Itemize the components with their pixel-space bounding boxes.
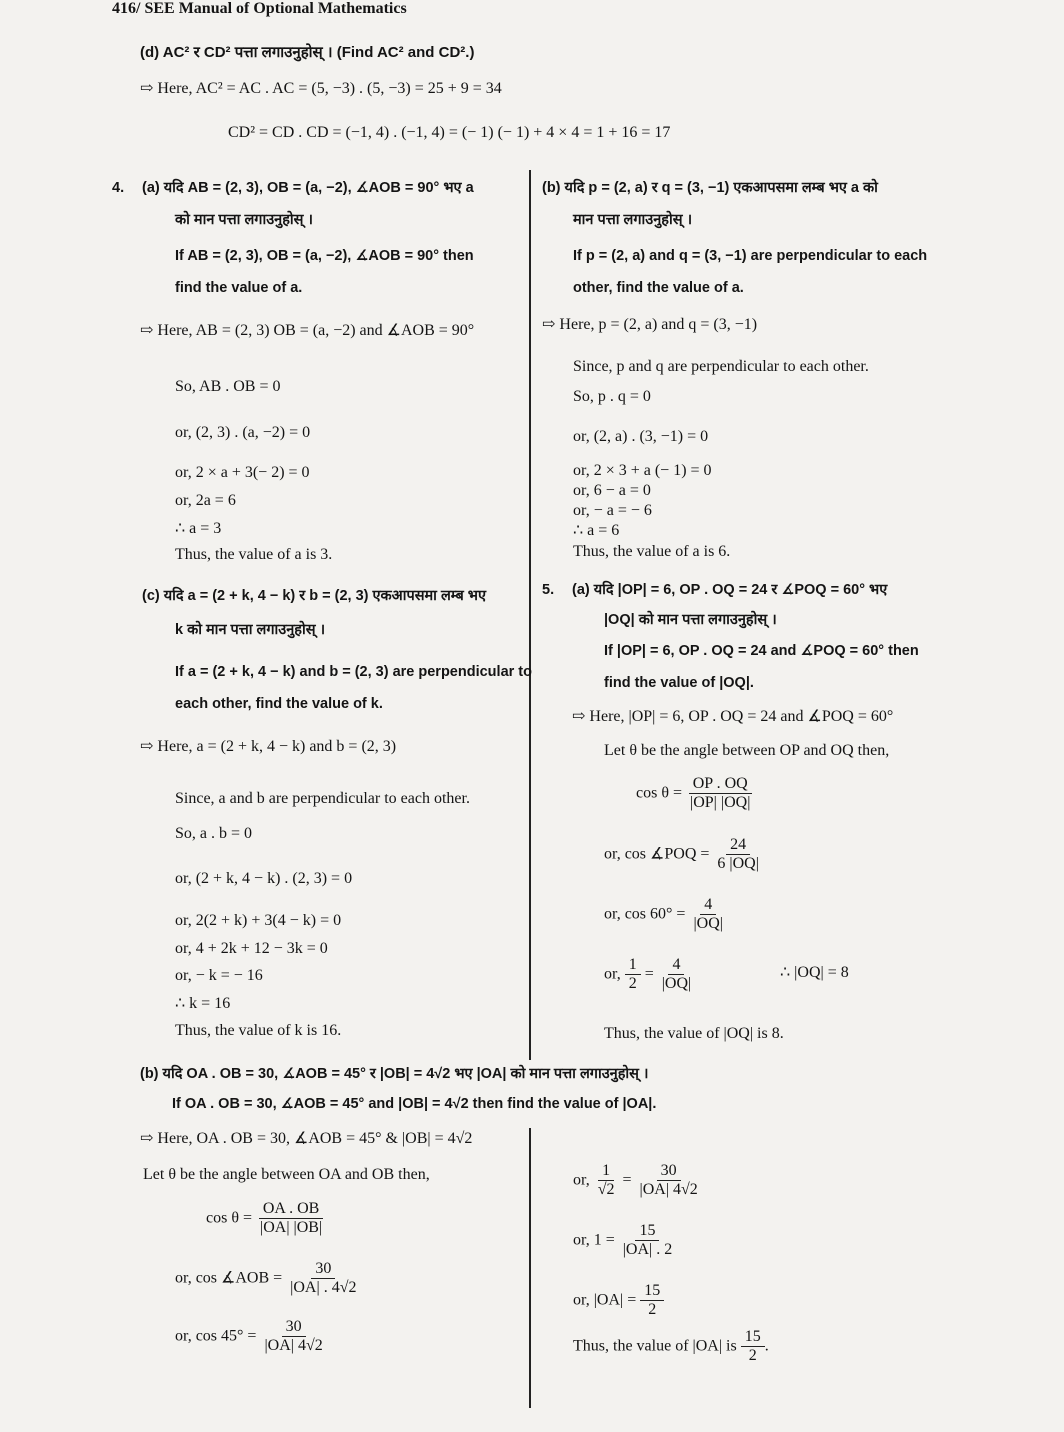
q4a-question-np-1: (a) यदि AB = (2, 3), OB = (a, −2), ∡AOB = 90° भए a	[142, 180, 474, 196]
q4b-step-1: ⇨ Here, p = (2, a) and q = (3, −1)	[542, 316, 758, 333]
q4b-step-6: or, 6 − a = 0	[573, 482, 651, 499]
q4c-question-np-1: (c) यदि a = (2 + k, 4 − k) र b = (2, 3) एकआपसमा लम्ब भए	[142, 588, 487, 604]
q4b-step-5: or, 2 × 3 + a (− 1) = 0	[573, 462, 712, 479]
q4c-step-7: or, − k = − 16	[175, 967, 263, 984]
q4a-step-6: ∴ a = 3	[175, 520, 222, 537]
q5b-right-step-1: or, $\frac{1}{√2}$ = $\frac{30}{|OA| 4√2}$	[573, 1162, 698, 1199]
q4a-question-en-1: If AB = (2, 3), OB = (a, −2), ∡AOB = 90° then	[175, 248, 474, 264]
q5b-step-2: Let θ be the angle between OA and OB then,	[143, 1166, 430, 1183]
q4c-step-2: Since, a and b are perpendicular to each other.	[175, 790, 470, 807]
q4b-step-2: Since, p and q are perpendicular to each other.	[573, 358, 869, 375]
q4c-step-8: ∴ k = 16	[175, 995, 231, 1012]
q4c-step-3: So, a . b = 0	[175, 825, 253, 842]
q4c-question-en-2: each other, find the value of k.	[175, 696, 383, 712]
q4c-step-5: or, 2(2 + k) + 3(4 − k) = 0	[175, 912, 342, 929]
q5b-right-step-3: or, |OA| = $\frac{15}{2}$	[573, 1282, 664, 1320]
q4b-question-np-1: (b) यदि p = (2, a) र q = (3, −1) एकआपसमा लम्ब भए a को	[542, 180, 878, 196]
column-divider-lower	[529, 1128, 531, 1408]
q3d-line-1: ⇨ Here, AC² = AC . AC = (5, −3) . (5, −3) = 25 + 9 = 34	[140, 80, 502, 97]
q4b-question-np-2: मान पत्ता लगाउनुहोस् ।	[573, 212, 693, 228]
q4b-question-en-2: other, find the value of a.	[573, 280, 744, 296]
q4a-step-2: So, AB . OB = 0	[175, 378, 281, 395]
q4-number: 4.	[112, 180, 125, 196]
q4a-step-4: or, 2 × a + 3(− 2) = 0	[175, 464, 310, 481]
q5a-question-np-1: (a) यदि |OP| = 6, OP . OQ = 24 र ∡POQ = 60° भए	[572, 582, 888, 598]
q4b-step-7: or, − a = − 6	[573, 502, 652, 519]
q4c-question-np-2: k को मान पत्ता लगाउनुहोस् ।	[175, 622, 326, 638]
q4b-question-en-1: If p = (2, a) and q = (3, −1) are perpendicular to each	[573, 248, 928, 264]
q5a-result: ∴ |OQ| = 8	[780, 964, 849, 981]
q5a-cos-poq: or, cos ∡POQ = $\frac{24}{6 |OQ|}$	[604, 836, 759, 873]
q4b-step-4: or, (2, a) . (3, −1) = 0	[573, 428, 709, 445]
q4c-step-6: or, 4 + 2k + 12 − 3k = 0	[175, 940, 328, 957]
q4b-step-3: So, p . q = 0	[573, 388, 651, 405]
q5b-conclusion: Thus, the value of |OA| is $\frac{15}{2}$ .	[573, 1328, 769, 1365]
q4a-question-np-2: को मान पत्ता लगाउनुहोस् ।	[175, 212, 313, 228]
q5b-step-1: ⇨ Here, OA . OB = 30, ∡AOB = 45° & |OB| = 4√2	[140, 1130, 473, 1147]
q3d-title: (d) AC² र CD² पत्ता लगाउनुहोस् । (Find AC² and CD².)	[140, 44, 475, 61]
page-header: 416/ SEE Manual of Optional Mathematics	[112, 0, 407, 17]
q4a-step-3: or, (2, 3) . (a, −2) = 0	[175, 424, 311, 441]
q5b-cos-aob: or, cos ∡AOB = $\frac{30}{|OA| . 4√2}$	[175, 1260, 357, 1297]
q3d-line-2: CD² = CD . CD = (−1, 4) . (−1, 4) = (− 1) (− 1) + 4 × 4 = 1 + 16 = 17	[228, 124, 671, 141]
q4a-step-5: or, 2a = 6	[175, 492, 236, 509]
q5b-question-np: (b) यदि OA . OB = 30, ∡AOB = 45° र |OB| = 4√2 भए |OA| को मान पत्ता लगाउनुहोस् ।	[140, 1066, 649, 1082]
q4c-step-1: ⇨ Here, a = (2 + k, 4 − k) and b = (2, 3)	[140, 738, 397, 755]
q5a-half-eq: or, $\frac{1}{2}$ = $\frac{4}{|OQ|}$	[604, 956, 692, 993]
q4b-conclusion: Thus, the value of a is 6.	[573, 543, 731, 560]
q4b-step-8: ∴ a = 6	[573, 522, 620, 539]
q4c-conclusion: Thus, the value of k is 16.	[175, 1022, 342, 1039]
q5b-right-step-2: or, 1 = $\frac{15}{|OA| . 2}$	[573, 1222, 673, 1259]
q4a-step-1: ⇨ Here, AB = (2, 3) OB = (a, −2) and ∡AOB = 90°	[140, 322, 475, 339]
column-divider-upper	[529, 170, 531, 1060]
q4c-question-en-1: If a = (2 + k, 4 − k) and b = (2, 3) are perpendicular to	[175, 664, 532, 680]
q5a-step-1: ⇨ Here, |OP| = 6, OP . OQ = 24 and ∡POQ = 60°	[572, 708, 894, 725]
q5a-conclusion: Thus, the value of |OQ| is 8.	[604, 1025, 784, 1042]
q5a-question-en-2: find the value of |OQ|.	[604, 675, 754, 691]
q5a-question-np-2: |OQ| को मान पत्ता लगाउनुहोस् ।	[604, 612, 777, 628]
q5a-cos-theta: cos θ = $\frac{OP . OQ}{|OP| |OQ|}$	[636, 775, 751, 812]
q5a-cos-60: or, cos 60° = $\frac{4}{|OQ|}$	[604, 896, 723, 933]
q5a-step-2: Let θ be the angle between OP and OQ then,	[604, 742, 890, 759]
q5b-cos-45: or, cos 45° = $\frac{30}{|OA| 4√2}$	[175, 1318, 323, 1355]
q4a-question-en-2: find the value of a.	[175, 280, 303, 296]
q5b-question-en: If OA . OB = 30, ∡AOB = 45° and |OB| = 4√2 then find the value of |OA|.	[172, 1096, 657, 1112]
q5b-cos-theta: cos θ = $\frac{OA . OB}{|OA| |OB|}$	[206, 1200, 323, 1237]
q5-number: 5.	[542, 582, 555, 598]
q5a-question-en-1: If |OP| = 6, OP . OQ = 24 and ∡POQ = 60° then	[604, 643, 919, 659]
q4a-conclusion: Thus, the value of a is 3.	[175, 546, 333, 563]
q4c-step-4: or, (2 + k, 4 − k) . (2, 3) = 0	[175, 870, 353, 887]
